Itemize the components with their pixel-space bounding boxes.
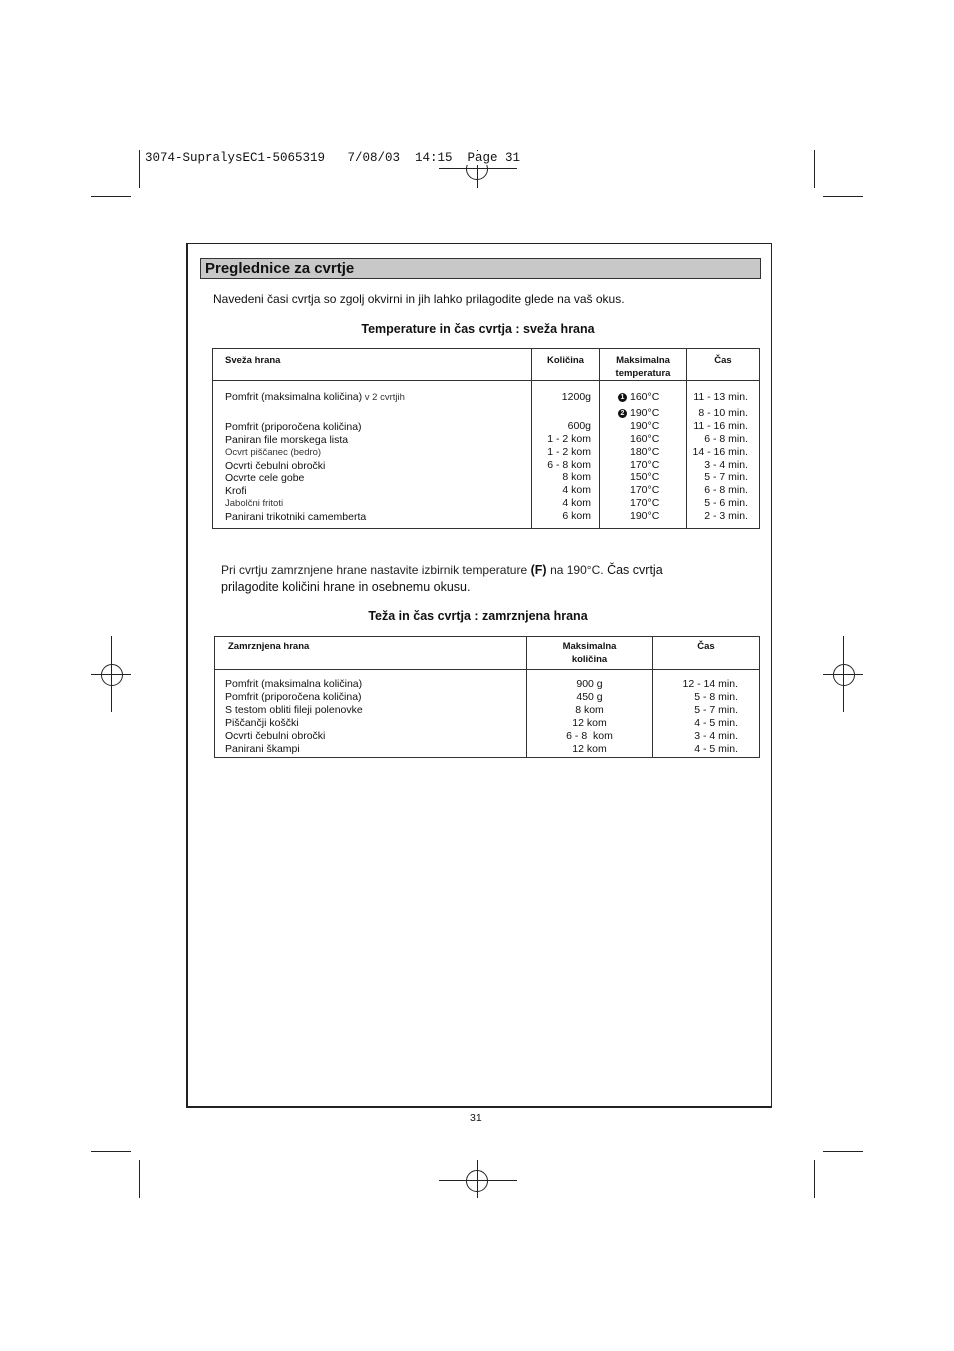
frozen-food-item: Pomfrit (priporočena količina) [225,690,362,703]
fresh-food-table [212,348,760,529]
fresh-quantity: 600g [567,419,591,432]
fresh-temperature: 170°C [630,484,660,497]
registration-line [843,636,844,712]
fresh-quantity: 4 kom [562,484,591,497]
registration-mark [833,664,855,686]
frozen-time: 4 - 5 min. [694,742,738,755]
food-column [215,670,527,758]
frozen-time: 5 - 7 min. [694,703,738,716]
fresh-time: 11 - 16 min. [693,419,748,432]
fresh-quantity: 1200g [561,391,591,403]
fresh-time: 6 - 8 min. [704,484,748,497]
temperature-selector-symbol: (F) [530,563,547,577]
frozen-table-heading: Teža in čas cvrtja : zamrznjena hrana [368,609,588,623]
frozen-time: 4 - 5 min. [694,716,738,729]
page-number: 31 [470,1112,482,1124]
note-text: Čas cvrtja [607,563,663,577]
fresh-temperature: 2 190°C [618,407,686,420]
fresh-food-item: Ocvrti čebulni obročki [225,459,326,472]
fresh-food-note: v 2 cvrtjih [362,392,405,403]
fresh-time: 11 - 13 min. [693,391,748,403]
fresh-time: 8 - 10 min. [698,406,748,419]
fresh-quantity: 6 kom [562,510,591,523]
fresh-food-item: Pomfrit (priporočena količina) [225,420,362,433]
column-header: Zamrznjena hrana [228,641,310,652]
fresh-quantity: 4 kom [562,497,591,510]
fresh-food-item: Ocvrte cele gobe [225,472,305,485]
step-number-icon: 1 [618,393,627,402]
section-title-bar [200,258,761,279]
time-column [687,381,760,529]
note-text: na 190°C. [550,563,604,577]
crop-mark [814,150,815,188]
fresh-quantity: 1 - 2 kom [547,445,591,458]
frozen-quantity: 6 - 8 kom [566,729,613,742]
fresh-temperature: 150°C [630,471,660,484]
fresh-time: 6 - 8 min. [704,432,748,445]
page-title: Preglednice za cvrtje [205,260,355,277]
frozen-time: 12 - 14 min. [682,678,738,690]
registration-line [439,1180,517,1181]
quantity-column [527,670,653,758]
crop-mark [823,196,863,197]
frozen-time: 3 - 4 min. [694,729,738,742]
frozen-food-item: Piščančji koščki [225,716,299,729]
registration-line [111,636,112,712]
fresh-food-item [225,408,531,421]
fresh-time: 14 - 16 min. [692,445,748,458]
fresh-time: 3 - 4 min. [704,458,748,471]
fresh-temperature: 170°C [630,458,660,471]
fresh-time: 5 - 7 min. [704,471,748,484]
intro-text: Navedeni časi cvrtja so zgolj okvirni in jih lahko prilagodite glede na vaš okus. [213,292,625,306]
fresh-food-item: Paniran file morskega lista [225,433,349,446]
registration-mark [101,664,123,686]
frozen-quantity: 450 g [576,690,603,703]
frozen-note [221,562,663,596]
column-header: Maksimalna temperatura [600,349,687,381]
note-text: prilagodite količini hrane in osebnemu okusu. [221,580,471,594]
frozen-food-item: Pomfrit (maksimalna količina) [225,678,363,690]
print-header: 3074-SupralysEC1-5065319 7/08/03 14:15 Page 31 [145,151,521,165]
food-column [213,381,532,529]
column-header: Sveža hrana [225,355,281,366]
column-header: Čas [687,349,760,381]
frozen-time: 5 - 8 min. [694,690,738,703]
fresh-temperature: 160°C [630,432,660,445]
fresh-quantity: 6 - 8 kom [547,458,591,471]
frozen-quantity: 8 kom [575,703,604,716]
fresh-food-item: Ocvrt piščanec (bedro) [225,446,322,458]
frozen-quantity: 12 kom [572,742,607,755]
temperature-column [600,381,687,529]
column-header: Maksimalna količina [527,637,653,670]
column-header: Količina [532,349,600,381]
fresh-table-heading: Temperature in čas cvrtja : sveža hrana [361,322,595,336]
fresh-temperature: 190°C [630,510,660,523]
frozen-food-item: S testom obliti fileji polenovke [225,703,363,716]
fresh-temperature: 190°C [630,419,660,432]
column-header: Čas [653,637,760,670]
fresh-food-item: Krofi [225,485,247,498]
crop-mark [91,196,131,197]
crop-mark [823,1151,863,1152]
registration-line [439,168,517,169]
fresh-time: 2 - 3 min. [704,510,748,523]
frozen-food-item: Ocvrti čebulni obročki [225,729,326,742]
fresh-temperature: 1 160°C [618,391,686,404]
crop-mark [139,150,140,188]
crop-mark [139,1160,140,1198]
note-text: Pri cvrtju zamrznjene hrane nastavite izbirnik temperature [221,563,528,577]
fresh-temperature: 170°C [630,497,660,510]
fresh-quantity [532,407,591,420]
fresh-time: 5 - 6 min. [704,497,748,510]
fresh-food-item: Jabolčni fritoti [225,498,284,510]
frozen-food-item: Panirani škampi [225,742,300,755]
fresh-food-item: Panirani trikotniki camemberta [225,511,367,524]
fresh-food-item: Pomfrit (maksimalna količina) v 2 cvrtjih [225,391,405,403]
step-number-icon: 2 [618,409,627,418]
fresh-quantity: 8 kom [562,471,591,484]
fresh-quantity: 1 - 2 kom [547,432,591,445]
fresh-temperature: 180°C [630,445,660,458]
crop-mark [814,1160,815,1198]
frozen-food-table [214,636,760,758]
quantity-column [532,381,600,529]
frozen-quantity: 12 kom [572,716,607,729]
crop-mark [91,1151,131,1152]
registration-line [477,1160,478,1198]
frozen-quantity: 900 g [576,678,603,690]
time-column [653,670,760,758]
